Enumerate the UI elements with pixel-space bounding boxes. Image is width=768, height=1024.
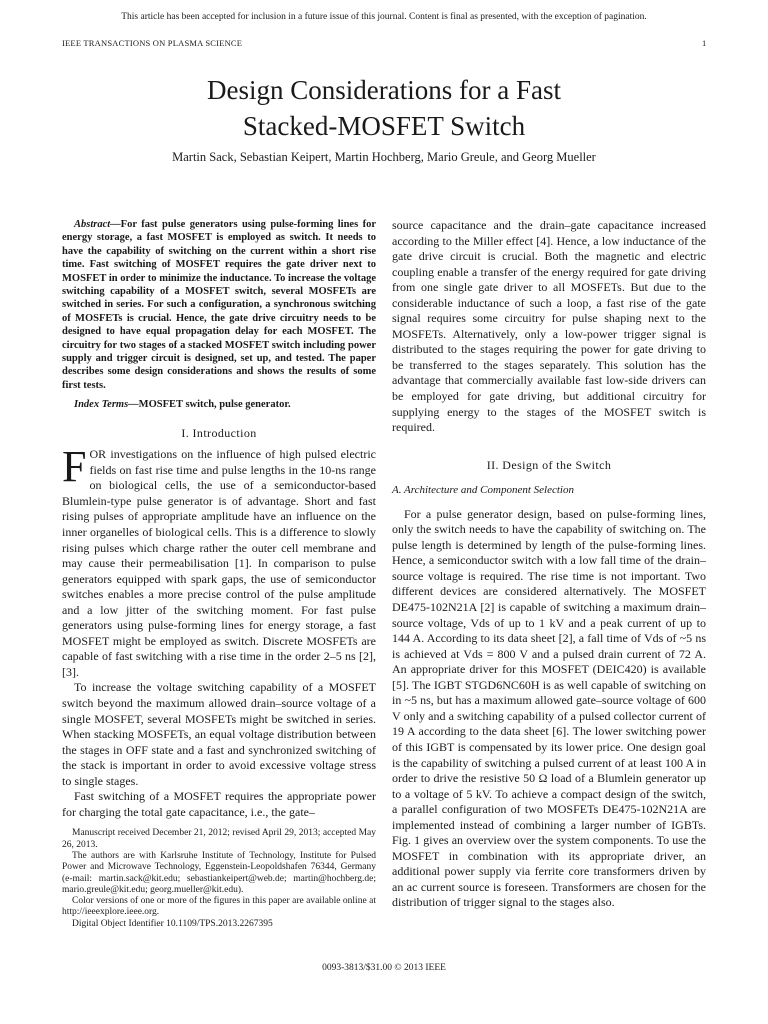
title-line-2: Stacked-MOSFET Switch [242,111,526,141]
intro-paragraph-1-text: OR investigations on the influence of high pulsed electric fields on fast rise time and pulse lengths in the 10-ns range on biological cells, the use of a semiconductor-based Blumlein-type pulse generator is of advantage. Short and fast rising pulses of appropriate amplitude have an influence on the inner organelles of biological cells. This is a difference to slowly rising pulses which charge rather the outer cell membrane and may cause their permeabilisation [1]. In comparison to pulse generators equipped with spark gaps, the use of semiconductor switches enables a more precise control of the pulse amplitude and a low jitter of the switching moment. For fast pulse generators using pulse-forming lines for energy storage, a fast MOSFET might be employed as switch. Discrete MOSFETs are capable of fast switching with a rise time in the order 2–5 ns [2], [3]. [62,447,376,679]
abstract-label: Abstract— [74,219,121,230]
author-list: Martin Sack, Sebastian Keipert, Martin Hochberg, Mario Greule, and Georg Mueller [172,150,596,164]
intro-paragraph-3: Fast switching of a MOSFET requires the appropriate power for charging the total gate capacitance, i.e., the gate– [62,789,376,819]
architecture-paragraph: For a pulse generator design, based on pulse-forming lines, only the switch needs to have the capability of switching on. The pulse length is determined by length of the pulse-forming lines. Hence, a semiconductor switch with a low fall time of the drain–source voltage is required. The rise time is not important. Two different devices are considered alternatively. The MOSFET DE475-102N21A [2] is capable of switching a maximum drain–source voltage, Vds of up to 1 kV and a peak current of up to 144 A. According to its data sheet [2], a fall time of Vds of ~5 ns is achieved at Vds = 800 V and a pulsed drain current of 72 A. An appropriate driver for this MOSFET (DEIC420) is available [5]. The IGBT STGD6NC60H is as well capable of switching on in ~5 ns, but has a maximum allowed gate–source voltage of 600 V only and a switching capability of a pulsed collector current of 19 A according to the data sheet [6]. The lower switching power of this IGBT is compensated by its lower price. One design goal is the capability of switching a pulsed current of at least 100 A in order to drive the resistive 50 Ω load of a Blumlein generator up to a voltage of 5 kV. To achieve a compact design of the switch, a parallel configuration of two MOSFETs DE475-102N21A are implemented instead of combining a larger number of IGBTs. Fig. 1 gives an overview over the system components. To use the MOSFET in combination with its appropriate driver, an additional power supply via ferrite core transformers driven by an ac current source is foreseen. Transformers are chosen for the distribution of trigger signal to the stages also. [392,506,706,910]
continued-paragraph: source capacitance and the drain–gate capacitance increased according to the Miller effect [4]. Hence, a low inductance of the gate drive circuit is crucial. Both the magnetic and electric coupling enable a transfer of the energy required for gate driving from one single gate driver to all MOSFETs. But due to the considerable inductance of such a loop, a fast rise of the gate signal requires some circuitry for pulse shaping next to the MOSFETs. Alternatively, only a low-power trigger signal is distributed to the stages requiring the power for gate driving to be transferred to the stages separately. This solution has the advantage that commercially available fast low-side drivers can be employed for gate driving, but additional circuitry for supplying energy to the stages of the MOSFET switch is required. [392,218,706,435]
index-terms-label: Index Terms— [74,399,139,411]
paper-title [0,72,768,144]
index-terms [62,398,376,411]
journal-name: IEEE TRANSACTIONS ON PLASMA SCIENCE [62,38,243,48]
copyright-code: 0093-3813/$31.00 © 2013 IEEE [322,963,446,973]
footnotes [62,828,376,930]
intro-paragraph-1 [62,442,376,680]
footnote-manuscript: Manuscript received December 21, 2012; revised April 29, 2013; accepted May 26, 2013. [62,828,376,850]
index-terms-text: MOSFET switch, pulse generator. [138,399,291,411]
title-line-1: Design Considerations for a Fast [207,75,561,105]
right-column [392,218,706,911]
abstract-text: For fast pulse generators using pulse-forming lines for energy storage, a fast MOSFET is employed as switch. It needs to have the capability of switching on the current within a short rise time. Fast switching of MOSFET requires the gate driver next to MOSFET in order to minimize the inductance. To increase the voltage switching capability of a MOSFET switch, several MOSFETs are switched in series. For such a configuration, a synchronous switching of MOSFETs is crucial. Hence, the gate drive circuitry needs to be designed to have equal propagation delay for each MOSFET. The circuitry for two stages of a stacked MOSFET switch including power supply and trigger circuit is designed, set up, and tested. The paper describes some design considerations and shows the results of some first tests. [62,219,376,391]
footnote-doi: Digital Object Identifier 10.1109/TPS.2013.2267395 [72,918,273,929]
drop-cap: F [62,442,87,492]
subsection-a-heading: A. Architecture and Component Selection [392,484,574,497]
section-2-heading: II. Design of the Switch [486,457,612,472]
footnote-color: Color versions of one or more of the figures in this paper are available online at http://ieeexplore.ieee.org. [62,896,376,918]
acceptance-notice: This article has been accepted for inclusion in a future issue of this journal. Content is final as presented, with the exception of pagination. [121,12,647,22]
abstract [62,218,376,392]
intro-paragraph-2: To increase the voltage switching capability of a MOSFET switch beyond the maximum allowed drain–source voltage of a single MOSFET, several MOSFETs might be switched in series. When stacking MOSFETs, an equal voltage distribution between the stages in OFF state and a fast and synchronized switching of the stack is important in order to avoid excessive voltage stress to single stages. [62,680,376,788]
section-1-heading: I. Introduction [181,425,257,440]
page-number: 1 [702,38,707,48]
left-column [62,218,376,930]
footnote-authors: The authors are with Karlsruhe Institute of Technology, Institute for Pulsed Power and Microwave Technology, Eggenstein-Leopoldshafen 76344, Germany (e-mail: martin.sack@kit.edu; sebastiankeipert@web.de; martin@hochberg.de; mario.greule@kit.edu; georg.mueller@kit.edu). [62,850,376,895]
